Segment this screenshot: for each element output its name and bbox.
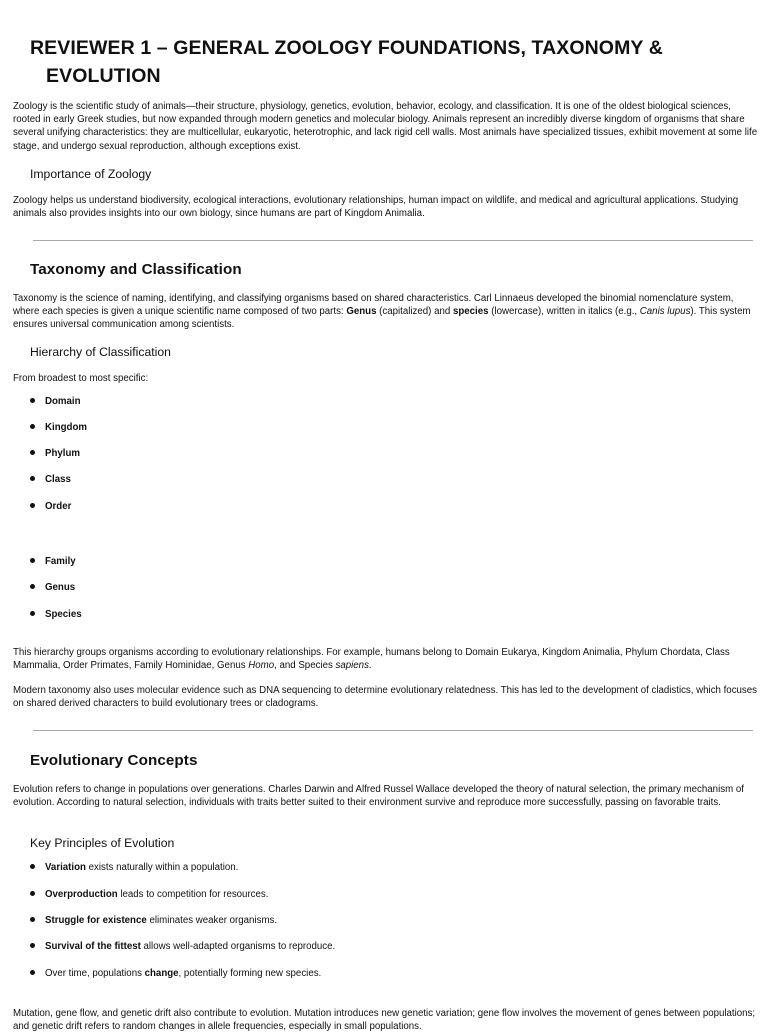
bullet-icon [30,476,35,481]
list-item: Family [30,556,730,568]
list-item: Domain [30,396,730,408]
list-item: Struggle for existence eliminates weaker organisms. [30,915,730,927]
list-item: Genus [30,582,730,594]
molecular-taxonomy-paragraph: Modern taxonomy also uses molecular evidence such as DNA sequencing to determine evolutionary relatedness. This has led to the development of cladistics, which focuses on shared derived characters to build evolutionary trees or cladograms. [13,685,758,710]
hierarchy-heading: Hierarchy of Classification [30,345,171,359]
section-divider [33,240,753,241]
evolution-paragraph: Evolution refers to change in populations over generations. Charles Darwin and Alfred Russel Wallace developed the theory of natural selection, the primary mechanism of evolution. According to natural selection, individuals with traits better suited to their environment survive and reproduce more successfully, passing on favorable traits. [13,784,744,809]
bullet-icon [30,943,35,948]
bullet-icon [30,584,35,589]
section-divider [33,730,753,731]
intro-paragraph: Zoology is the scientific study of animals—their structure, physiology, genetics, evolution, behavior, ecology, and classification. It is one of the oldest biological sciences, rooted in early Greek studies, but now expanded through modern genetics and molecular biology. Animals represent an incredibly diverse kingdom of organisms that share several unifying characteristics: they are multicellular, eukaryotic, heterotrophic, and lack rigid cell walls. Most animals have specialized tissues, exhibit movement at some life stage, and undergo sexual reproduction, although exceptions exist. [13,101,758,152]
bullet-icon [30,558,35,563]
evolution-heading: Evolutionary Concepts [30,752,198,769]
bullet-icon [30,503,35,508]
bullet-icon [30,864,35,869]
taxonomy-heading: Taxonomy and Classification [30,261,242,278]
list-item: Order [30,501,730,513]
bullet-icon [30,891,35,896]
list-item: Over time, populations change, potentially forming new species. [30,968,730,980]
bullet-icon [30,450,35,455]
closing-paragraph: Mutation, gene flow, and genetic drift also contribute to evolution. Mutation introduces new genetic variation; gene flow involves the movement of genes between populations; and genetic drift refers to random changes in allele frequencies, especially in small populations. [13,1008,756,1033]
bullet-icon [30,970,35,975]
bullet-icon [30,398,35,403]
list-item: Species [30,609,730,621]
importance-heading: Importance of Zoology [30,167,152,181]
list-item: Phylum [30,448,730,460]
bullet-icon [30,424,35,429]
hierarchy-intro: From broadest to most specific: [13,373,149,384]
taxonomy-paragraph: Taxonomy is the science of naming, identifying, and classifying organisms based on shared characteristics. Carl Linnaeus developed the binomial nomenclature system, where each species is given a unique scientific name composed of two parts: Genus (capitalized) and species (lowercase), written in italics (e.g., Canis lupus). This system ensures universal communication among scientists. [13,293,751,331]
list-item: Survival of the fittest allows well-adapted organisms to reproduce. [30,941,730,953]
list-item: Class [30,474,730,486]
principles-heading: Key Principles of Evolution [30,836,175,850]
hierarchy-example-paragraph: This hierarchy groups organisms according to evolutionary relationships. For example, humans belong to Domain Eukarya, Kingdom Animalia, Phylum Chordata, Class Mammalia, Order Primates, Family Hominidae, Genus Homo, and Species sapiens. [13,647,730,672]
list-item: Kingdom [30,422,730,434]
bullet-icon [30,611,35,616]
list-item: Variation exists naturally within a population. [30,862,730,874]
list-item: Overproduction leads to competition for resources. [30,889,730,901]
importance-paragraph: Zoology helps us understand biodiversity, ecological interactions, evolutionary relationships, human impact on wildlife, and medical and agricultural applications. Studying animals also provides insights into our own biology, since humans are part of Kingdom Animalia. [13,195,739,220]
bullet-icon [30,917,35,922]
page-title: REVIEWER 1 – GENERAL ZOOLOGY FOUNDATIONS, TAXONOMY & EVOLUTION [30,37,663,87]
